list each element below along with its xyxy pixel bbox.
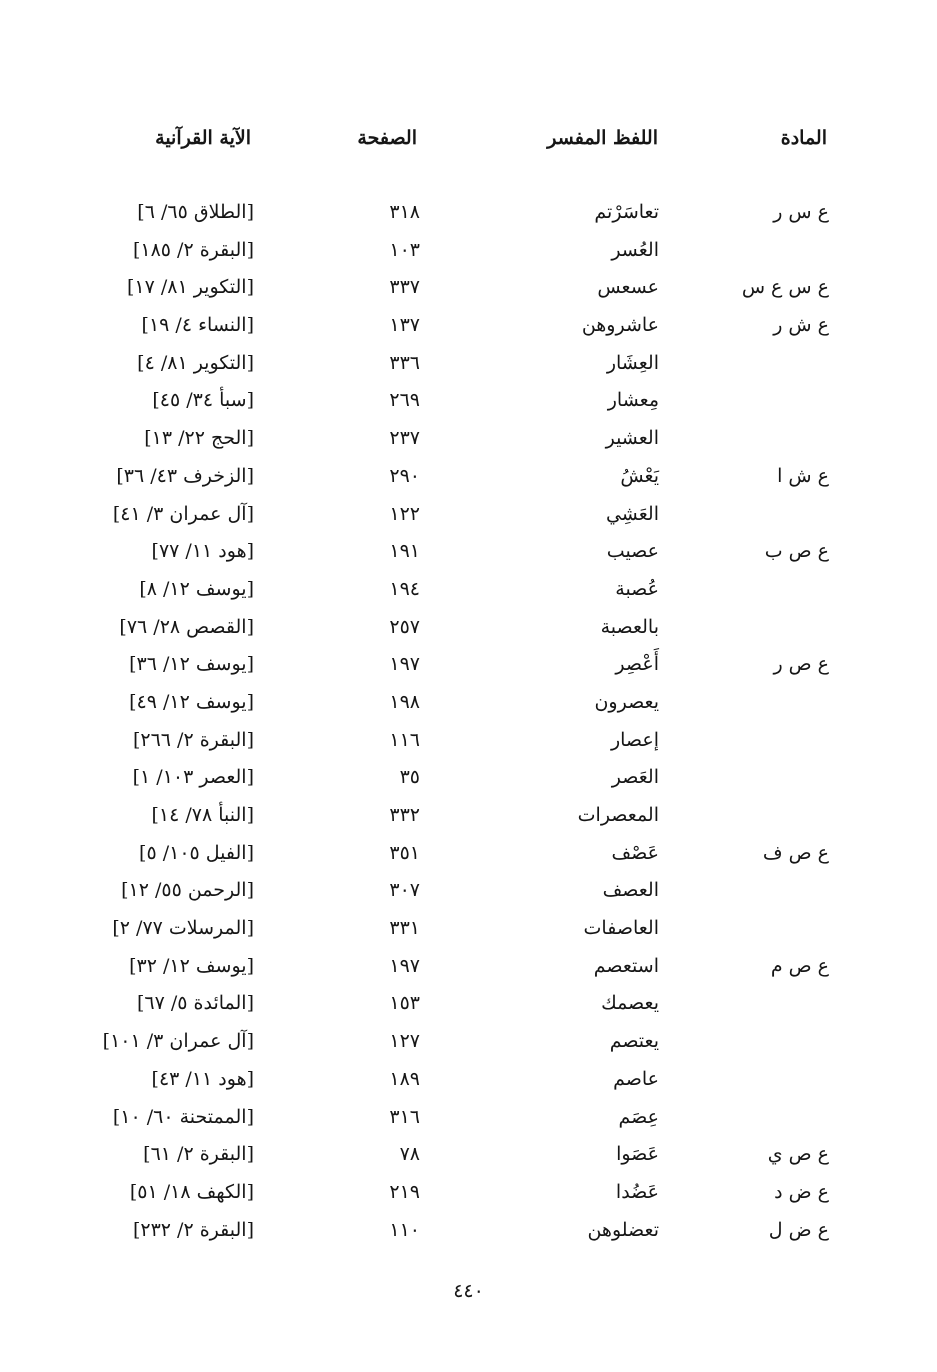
verse-ref-cell: [النبأ ٧٨/ ١٤] <box>151 804 254 826</box>
page-cell: ٢٩٠ <box>389 464 420 487</box>
word-cell: المعصرات <box>577 804 659 826</box>
word-cell: العصف <box>602 879 659 902</box>
table-row <box>0 571 937 609</box>
page-cell: ٣٣٧ <box>389 276 420 299</box>
root-cell: ع س ر <box>773 201 829 223</box>
root-cell: ع ص ب <box>764 540 829 563</box>
word-cell: عاصم <box>613 1067 659 1090</box>
table-row <box>0 1174 937 1212</box>
word-cell: تعاسَرْتم <box>594 201 659 223</box>
header-madda: المادة <box>780 127 827 149</box>
table-row <box>0 533 937 571</box>
page-cell: ٣٣٦ <box>389 351 420 374</box>
verse-ref-cell: [الكهف ١٨/ ٥١] <box>129 1180 254 1203</box>
page-cell: ١٥٣ <box>389 992 420 1015</box>
word-cell: عاشروهن <box>581 314 659 337</box>
page-cell: ٢١٩ <box>389 1180 420 1203</box>
verse-ref-cell: [التكوير ٨١/ ١٧] <box>126 276 254 299</box>
page-cell: ١٩٤ <box>389 577 420 600</box>
page-cell: ١٣٧ <box>389 314 420 337</box>
word-cell: العُسر <box>611 238 659 261</box>
verse-ref-cell: [الطلاق ٦٥/ ٦] <box>137 201 254 223</box>
header-safha: الصفحة <box>357 127 417 149</box>
table-row <box>0 609 937 647</box>
root-cell: ع ش ر <box>773 314 829 337</box>
word-cell: أَعْصِر <box>615 653 659 676</box>
table-row <box>0 872 937 910</box>
verse-ref-cell: [العصر ١٠٣/ ١] <box>132 766 254 789</box>
table-row <box>0 232 937 270</box>
page-cell: ٧٨ <box>399 1143 420 1166</box>
root-cell: ع ض ل <box>768 1218 829 1241</box>
page-cell: ١١٦ <box>389 728 420 751</box>
word-cell: استعصم <box>593 954 659 977</box>
verse-ref-cell: [يوسف ١٢/ ٣٢] <box>129 954 254 977</box>
table-row <box>0 382 937 420</box>
page-cell: ٣١٦ <box>389 1105 420 1128</box>
table-row <box>0 985 937 1023</box>
word-cell: يَعْشُ <box>620 464 659 487</box>
table-row <box>0 307 937 345</box>
verse-ref-cell: [الممتحنة ٦٠/ ١٠] <box>112 1105 254 1128</box>
word-cell: عُصبة <box>615 577 659 600</box>
word-cell: عَصْف <box>611 841 659 864</box>
word-cell: بالعصبة <box>600 615 659 638</box>
root-cell: ع ص ي <box>767 1143 829 1166</box>
verse-ref-cell: [المائدة ٥/ ٦٧] <box>136 992 254 1015</box>
page-cell: ١٨٩ <box>389 1067 420 1090</box>
table-row <box>0 458 937 496</box>
root-cell: ع ش ا <box>777 464 829 487</box>
page-number: ٤٤٠ <box>453 1280 484 1302</box>
word-cell: عَصَوا <box>616 1143 659 1166</box>
verse-ref-cell: [الحج ٢٢/ ١٣] <box>144 427 254 450</box>
verse-ref-cell: [الزخرف ٤٣/ ٣٦] <box>116 464 254 487</box>
root-cell: ع س ع س <box>741 276 829 299</box>
page-cell: ٢٦٩ <box>389 389 420 412</box>
word-cell: إعصار <box>610 728 659 751</box>
header-aya: الآية القرآنية <box>155 127 251 149</box>
page-cell: ٣٣٢ <box>389 804 420 826</box>
word-cell: مِعشار <box>607 389 659 412</box>
word-cell: عَضُدا <box>615 1180 659 1203</box>
table-row <box>0 1061 937 1099</box>
table-header <box>0 122 937 154</box>
verse-ref-cell: [يوسف ١٢/ ٣٦] <box>129 653 254 676</box>
table-row <box>0 194 937 232</box>
verse-ref-cell: [آل عمران ٣/ ٤١] <box>112 502 254 525</box>
page-cell: ٣٥١ <box>389 841 420 864</box>
page-cell: ٣٥ <box>399 766 420 789</box>
verse-ref-cell: [الرحمن ٥٥/ ١٢] <box>121 879 254 902</box>
verse-ref-cell: [البقرة ٢/ ٢٦٦] <box>132 728 254 751</box>
page-cell: ٢٥٧ <box>389 615 420 638</box>
verse-ref-cell: [النساء ٤/ ١٩] <box>141 314 254 337</box>
verse-ref-cell: [الفيل ١٠٥/ ٥] <box>139 841 254 864</box>
word-cell: العاصفات <box>583 917 659 940</box>
page-cell: ١٢٢ <box>389 502 420 525</box>
root-cell: ع ص ر <box>773 653 829 676</box>
page-cell: ٢٣٧ <box>389 427 420 450</box>
page-cell: ٣١٨ <box>389 201 420 223</box>
word-cell: يعصمك <box>601 992 659 1015</box>
table-row <box>0 1136 937 1174</box>
verse-ref-cell: [القصص ٢٨/ ٧٦] <box>119 615 254 638</box>
page-cell: ١٩٧ <box>389 954 420 977</box>
word-cell: عِصَم <box>618 1105 659 1128</box>
word-cell: العشير <box>605 427 659 450</box>
verse-ref-cell: [المرسلات ٧٧/ ٢] <box>112 917 254 940</box>
table-row <box>0 948 937 986</box>
verse-ref-cell: [هود ١١/ ٤٣] <box>151 1067 254 1090</box>
page-cell: ١٢٧ <box>389 1030 420 1053</box>
table-row <box>0 835 937 873</box>
table-row <box>0 684 937 722</box>
page-cell: ٣٠٧ <box>389 879 420 902</box>
word-cell: العَصر <box>611 766 659 789</box>
verse-ref-cell: [سبأ ٣٤/ ٤٥] <box>152 389 254 412</box>
word-cell: عسعس <box>597 276 659 299</box>
table-row <box>0 759 937 797</box>
page-cell: ١٩٨ <box>389 690 420 713</box>
verse-ref-cell: [البقرة ٢/ ٦١] <box>143 1143 254 1166</box>
word-cell: تعضلوهن <box>587 1218 659 1241</box>
table-row <box>0 1023 937 1061</box>
root-cell: ع ص ف <box>762 841 829 864</box>
table-row <box>0 1212 937 1250</box>
page-cell: ١٩١ <box>389 540 420 563</box>
page-cell: ١٠٣ <box>389 238 420 261</box>
page-cell: ١١٠ <box>389 1218 420 1241</box>
header-lafz: اللفظ المفسر <box>547 127 658 149</box>
verse-ref-cell: [البقرة ٢/ ١٨٥] <box>132 238 254 261</box>
verse-ref-cell: [يوسف ١٢/ ٨] <box>139 577 254 600</box>
table-row <box>0 910 937 948</box>
verse-ref-cell: [البقرة ٢/ ٢٣٢] <box>132 1218 254 1241</box>
page-cell: ٣٣١ <box>389 917 420 940</box>
word-cell: العِشَار <box>606 351 659 374</box>
root-cell: ع ص م <box>770 954 829 977</box>
verse-ref-cell: [آل عمران ٣/ ١٠١] <box>102 1030 254 1053</box>
table-row <box>0 269 937 307</box>
table-row <box>0 797 937 835</box>
verse-ref-cell: [يوسف ١٢/ ٤٩] <box>129 690 254 713</box>
table-row <box>0 496 937 534</box>
root-cell: ع ض د <box>774 1180 829 1203</box>
word-cell: يعصرون <box>594 690 659 713</box>
table-row <box>0 420 937 458</box>
table-row <box>0 1099 937 1137</box>
verse-ref-cell: [التكوير ٨١/ ٤] <box>137 351 254 374</box>
table-row <box>0 345 937 383</box>
index-table <box>0 194 937 1249</box>
page-cell: ١٩٧ <box>389 653 420 676</box>
word-cell: العَشِي <box>605 502 659 525</box>
word-cell: يعتصم <box>609 1030 659 1053</box>
table-row <box>0 646 937 684</box>
word-cell: عصيب <box>606 540 659 563</box>
table-row <box>0 722 937 760</box>
verse-ref-cell: [هود ١١/ ٧٧] <box>151 540 254 563</box>
